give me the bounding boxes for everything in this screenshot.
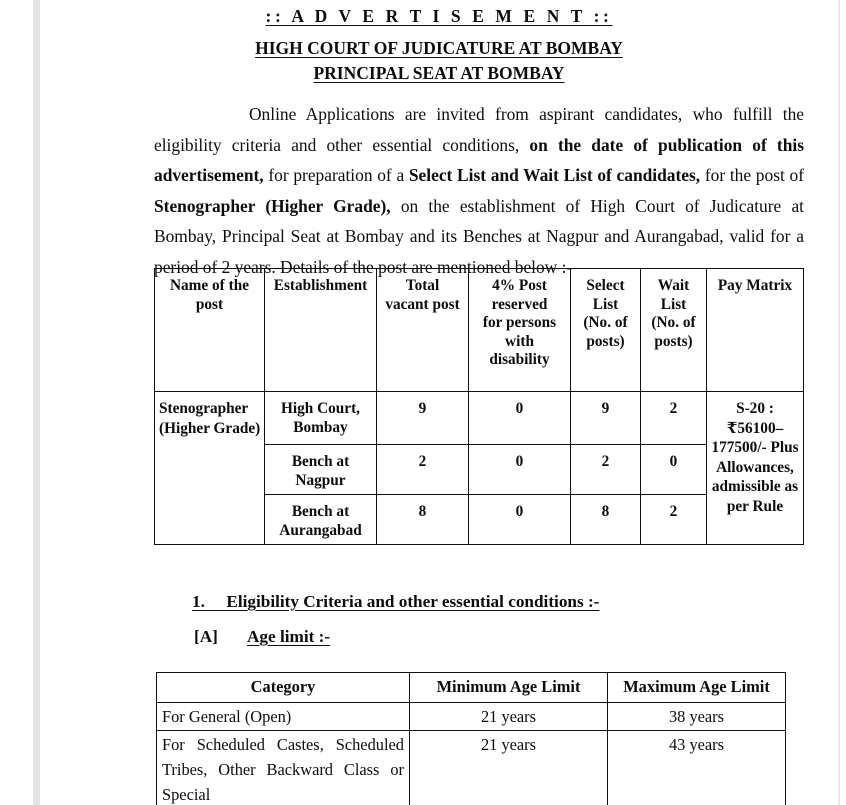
advertisement-title [40,6,838,26]
subsection-a-label: [A] [194,627,218,646]
intro-text-part-4: on the establishment of High Court of Judicature at Bombay, Principal Seat at Bombay and its Benches at Nagpur and Aurangabad, valid for a period of 2 years. Details of the post are mentioned below :- [154,195,804,277]
header-category: Category [157,673,410,703]
cell-total-vacant-post: 9 [377,392,469,445]
age-limit-table [156,672,786,805]
header-total-vacant-post: Total vacant post [377,269,469,392]
age-limit-table-wrapper [156,672,785,805]
intro-bold-post-name: Stenographer (Higher Grade), [154,195,391,216]
section-1-heading [192,592,599,612]
table-row [157,731,786,805]
cell-maximum-age: 38 years [608,703,786,731]
header-reserved-disability: 4% Post reserved for persons with disability [469,269,571,392]
page-edge-right [838,0,840,805]
cell-category: For Scheduled Castes, Scheduled Tribes, Other Backward Class or Special [157,731,410,805]
table-row [157,703,786,731]
age-table-header-row [157,673,786,703]
cell-establishment: Bench at Aurangabad [265,495,377,545]
court-name-heading [40,36,838,61]
section-1-number: 1. [192,592,205,611]
cell-total-vacant-post: 8 [377,495,469,545]
table-row [155,392,804,445]
advertisement-title-text: :: A D V E R T I S E M E N T :: [265,6,613,26]
header-wait-list: Wait List (No. of posts) [641,269,707,392]
header-establishment: Establishment [265,269,377,392]
intro-text-part-3: for the post of [700,165,804,185]
cell-pay-matrix: S-20 : ₹56100–177500/- Plus Allowances, admissible as per Rule [707,392,804,545]
header-minimum-age-limit: Minimum Age Limit [410,673,608,703]
header-name-of-post: Name of the post [155,269,265,392]
table-header-row [155,269,804,392]
cell-reserved-disability: 0 [469,392,571,445]
cell-select-list: 8 [571,495,641,545]
cell-select-list: 2 [571,445,641,495]
seat-name-heading [40,61,838,85]
intro-bold-publication-date: on the date of publication of this advertisement, [154,134,804,185]
cell-category: For General (Open) [157,703,410,731]
cell-select-list: 9 [571,392,641,445]
cell-wait-list: 2 [641,392,707,445]
post-details-table-wrapper [154,268,803,545]
cell-establishment: High Court, Bombay [265,392,377,445]
cell-wait-list: 2 [641,495,707,545]
post-details-table [154,268,804,545]
cell-reserved-disability: 0 [469,495,571,545]
intro-text-part-1: Online Applications are invited from aspirant candidates, who fulfill the eligibility criteria and other essential conditions, [154,104,804,155]
seat-name-text: PRINCIPAL SEAT AT BOMBAY [313,63,565,83]
cell-maximum-age: 43 years [608,731,786,805]
cell-minimum-age: 21 years [410,703,608,731]
cell-minimum-age: 21 years [410,731,608,805]
document-body [40,0,838,804]
intro-bold-select-wait-list: Select List and Wait List of candidates, [408,165,701,185]
subsection-a-heading [194,627,330,647]
court-name-text: HIGH COURT OF JUDICATURE AT BOMBAY [255,38,623,58]
section-1-title: Eligibility Criteria and other essential conditions :- [226,592,600,611]
header-select-list: Select List (No. of posts) [571,269,641,392]
header-pay-matrix: Pay Matrix [707,269,804,392]
header-maximum-age-limit: Maximum Age Limit [608,673,786,703]
cell-post-name: Stenographer (Higher Grade) [155,392,265,545]
cell-total-vacant-post: 2 [377,445,469,495]
intro-paragraph [154,99,804,282]
intro-text-part-2: for preparation of a [263,165,409,185]
cell-establishment: Bench at Nagpur [265,445,377,495]
subsection-a-title: Age limit :- [247,627,331,646]
document-page [40,0,838,805]
cell-reserved-disability: 0 [469,445,571,495]
page-edge-left [33,0,40,805]
cell-wait-list: 0 [641,445,707,495]
